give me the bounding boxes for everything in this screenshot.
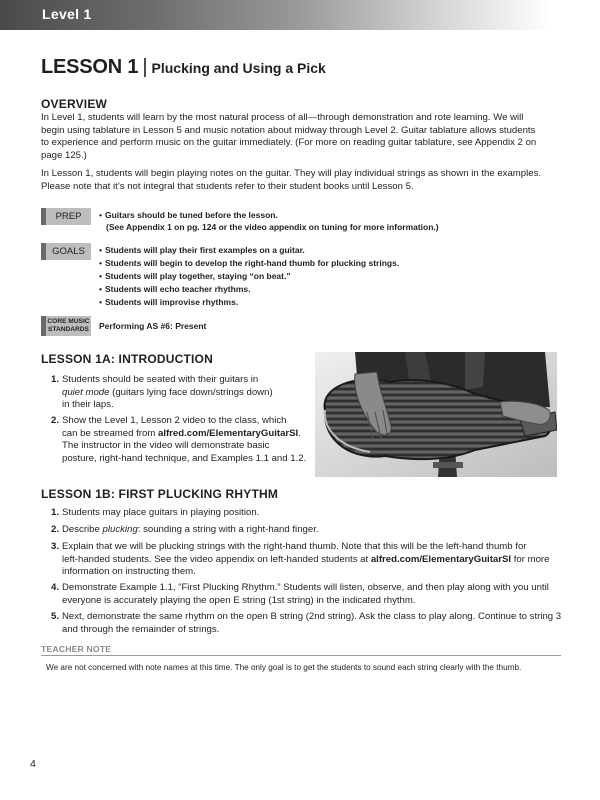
lesson-title bbox=[41, 56, 326, 79]
prep-line-2: (See Appendix 1 on pg. 124 or the video appendix on tuning for more information.) bbox=[106, 222, 439, 232]
item-number: 2. bbox=[51, 524, 60, 535]
lesson-1a-heading: LESSON 1A: INTRODUCTION bbox=[41, 352, 213, 366]
item-line: in their laps. bbox=[62, 399, 114, 411]
item-line bbox=[62, 428, 324, 441]
prep-tag bbox=[41, 208, 91, 225]
lesson-1a-item-1 bbox=[51, 374, 312, 412]
prep-line-1 bbox=[99, 209, 278, 222]
lesson-1b-item-1 bbox=[51, 507, 567, 520]
overview-p1-line: In Level 1, students will learn by the most natural process of all—through demonstration and rote learning. We will bbox=[41, 112, 524, 123]
bullet: • bbox=[99, 297, 102, 307]
item-line: Explain that we will be plucking strings with the right-hand thumb. Note that this will be the left-hand thumb for bbox=[62, 541, 527, 552]
overview-p1-line: begin using tablature in Lesson 5 and music notation about midway through Level 2. Guitar tablature allows students bbox=[41, 124, 536, 136]
item-line: Students may place guitars in playing position. bbox=[62, 507, 260, 518]
lesson-1b-item-2 bbox=[51, 524, 567, 537]
bullet: • bbox=[99, 258, 102, 268]
page-number: 4 bbox=[30, 758, 36, 770]
bullet: • bbox=[99, 271, 102, 281]
goals-item bbox=[99, 244, 305, 257]
lesson-1b-heading: LESSON 1B: FIRST PLUCKING RHYTHM bbox=[41, 487, 279, 501]
lesson-number: LESSON 1 bbox=[41, 56, 139, 78]
overview-paragraph-1 bbox=[41, 112, 569, 162]
item-line: Show the Level 1, Lesson 2 video to the class, which bbox=[62, 415, 287, 426]
item-line bbox=[62, 387, 312, 400]
bullet: • bbox=[99, 284, 102, 294]
item-text: . bbox=[298, 427, 301, 439]
overview-p2-line: Please note that it’s not integral that students refer to their student books until Lesson 5. bbox=[41, 180, 414, 192]
item-line: The instructor in the video will demonstrate basic bbox=[62, 440, 270, 452]
item-line bbox=[62, 554, 572, 567]
teacher-note-heading: TEACHER NOTE bbox=[41, 644, 112, 654]
goals-item bbox=[99, 257, 399, 270]
core-label-line-1: CORE MUSIC bbox=[47, 318, 90, 325]
item-number: 3. bbox=[51, 541, 60, 552]
lesson-1b-item-3 bbox=[51, 541, 572, 579]
item-line: Demonstrate Example 1.1, “First Plucking Rhythm.” Students will listen, observe, and then play along with you until bbox=[62, 582, 549, 593]
goals-label: GOALS bbox=[52, 246, 85, 257]
plucking-term: plucking bbox=[102, 524, 138, 535]
item-line: posture, right-hand technique, and Examples 1.1 and 1.2. bbox=[62, 452, 307, 464]
lesson-1a-item-2 bbox=[51, 415, 324, 465]
teacher-note-divider bbox=[41, 655, 561, 656]
goals-item bbox=[99, 270, 291, 283]
core-label-line-2: STANDARDS bbox=[48, 325, 89, 333]
level-label: Level 1 bbox=[42, 6, 92, 22]
goals-item bbox=[99, 283, 250, 296]
item-number: 5. bbox=[51, 611, 60, 622]
bullet: • bbox=[99, 210, 102, 220]
item-text: Describe bbox=[62, 524, 103, 535]
goals-item-text: Students will echo teacher rhythms. bbox=[104, 284, 251, 294]
quiet-mode-term: quiet mode bbox=[62, 386, 110, 398]
overview-p2-line: In Lesson 1, students will begin playing notes on the guitar. They will play individual strings as shown in the examples. bbox=[41, 168, 542, 179]
goals-item-text: Students will play together, staying “on beat.” bbox=[104, 271, 291, 281]
video-url: alfred.com/ElementaryGuitarSI bbox=[370, 553, 512, 565]
goals-item-text: Students will play their first examples on a guitar. bbox=[104, 245, 305, 255]
video-url: alfred.com/ElementaryGuitarSI bbox=[157, 427, 299, 439]
guitar-quiet-mode-photo bbox=[315, 352, 557, 477]
guitar-photo-illustration bbox=[315, 352, 557, 477]
prep-label: PREP bbox=[55, 211, 82, 222]
goals-tag bbox=[41, 243, 91, 260]
prep-text-1: Guitars should be tuned before the lesson. bbox=[104, 210, 278, 220]
item-line: Students should be seated with their guitars in bbox=[62, 374, 259, 385]
item-text: for more bbox=[511, 553, 550, 565]
item-line: Next, demonstrate the same rhythm on the open B string (2nd string). Ask the class to play along. Continue to string 3 bbox=[62, 611, 562, 622]
item-line: everyone is accurately playing the open E string (1st string) in the indicated rhythm. bbox=[62, 594, 416, 606]
core-standards-text: Performing AS #6: Present bbox=[99, 321, 207, 331]
level-header-band bbox=[0, 0, 600, 30]
item-text: (guitars lying face down/strings down) bbox=[109, 386, 273, 398]
item-line bbox=[62, 524, 567, 537]
goals-item-text: Students will begin to develop the right-hand thumb for plucking strings. bbox=[104, 258, 400, 268]
item-text: left-handed students. See the video appendix on left-handed students at bbox=[62, 553, 371, 565]
item-number: 2. bbox=[51, 415, 60, 426]
goals-item-text: Students will improvise rhythms. bbox=[104, 297, 239, 307]
bullet: • bbox=[99, 245, 102, 255]
core-standards-label bbox=[46, 318, 91, 333]
overview-heading: OVERVIEW bbox=[41, 97, 108, 111]
overview-p1-line: to experience and perform music on the guitar immediately. (For more on reading guitar tablature, see Appendix 2 on bbox=[41, 137, 537, 149]
item-line: and through the remainder of strings. bbox=[62, 623, 220, 635]
item-text: can be streamed from bbox=[62, 427, 158, 439]
item-number: 1. bbox=[51, 374, 60, 385]
teacher-note-text: We are not concerned with note names at this time. The only goal is to get the students to sound each string clearly with the thumb. bbox=[46, 663, 522, 672]
item-number: 1. bbox=[51, 507, 60, 518]
lesson-1b-item-5 bbox=[51, 611, 572, 636]
goals-item bbox=[99, 296, 238, 309]
overview-paragraph-2 bbox=[41, 168, 569, 193]
core-standards-tag bbox=[41, 316, 91, 336]
lesson-subtitle: Plucking and Using a Pick bbox=[151, 60, 326, 76]
item-number: 4. bbox=[51, 582, 60, 593]
overview-p1-line: page 125.) bbox=[41, 149, 87, 161]
item-text: : sounding a string with a right-hand finger. bbox=[137, 524, 319, 535]
item-line: information on instructing them. bbox=[62, 566, 196, 578]
title-separator: | bbox=[142, 56, 148, 78]
lesson-1b-item-4 bbox=[51, 582, 572, 607]
